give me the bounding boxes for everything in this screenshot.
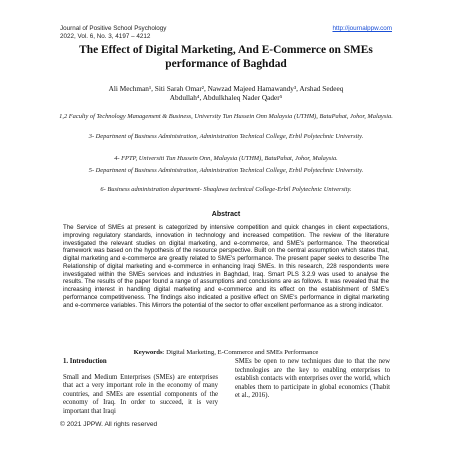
- authors-line-2: Abdullah⁴, Abdulkhaleq Nader Qader⁵: [169, 93, 283, 103]
- left-column: [63, 358, 218, 417]
- title-line-2: performance of Baghdad: [165, 57, 287, 70]
- abstract-heading: Abstract: [211, 211, 241, 218]
- affiliation-4: 5- Department of Business Administration, Administration Technical College, Erbil Polytechnic University.: [88, 167, 364, 174]
- copyright-footer: © 2021 JPPW. All rights reserved: [60, 421, 158, 428]
- introduction-text-right: SMEs be open to new techniques due to that the new technologies are the key to enabling enterprises to establish contacts with enterprises over the world, which enables them to participate in global economics (Thabit et al., 2016).: [235, 358, 390, 400]
- abstract-body: The Service of SMEs at present is categorized by intensive competition and quick changes in client expectations, improving regulatory standards, innovation in technology and increased competition. The review of the literature investigated the relevant studies on digital marketing, and e-commerce, and SME's performance. The theoretical framework was based on the hypothesis of the resource perspective. Built on the central assumption which states that, digital marketing and e-commerce are greatly related to SME's performance. The present paper seeks to describe The Relationship of digital marketing and e-commerce in enhancing Iraqi SMEs. In this research, 228 respondents were investigated within the SMEs services and industries in Baghdad, Iraq. Smart PLS 3.2.9 was used to analyse the results. The results of the paper found a range of assumptions and conclusions are as follows. It was revealed that the increasing interest in handling digital marketing and e-commerce and its effect on the establishment of SME's performance competitiveness. The findings also indicated a positive effect on SME's performance in digital marketing and e-commerce variables. This Mirrors the potential of the sector to offer excellent performance as a strong indicator.: [63, 224, 389, 309]
- title-line-1: The Effect of Digital Marketing, And E-Commerce on SMEs: [79, 44, 373, 56]
- affiliation-3: 4- FPTP, Universiti Tun Hussein Onn, Malaysia (UTHM), BatuPahat, Johor, Malaysia.: [114, 155, 338, 162]
- journal-url-link[interactable]: http://journalppw.com: [332, 25, 392, 32]
- keywords-line: [0, 349, 452, 356]
- author-list: [55, 84, 397, 103]
- section-heading-introduction: 1. Introduction: [63, 358, 107, 365]
- keywords-label: Keywords: [133, 349, 163, 356]
- affiliation-2: 3- Department of Business Administration, Administration Technical College, Erbil Polytechnic University.: [88, 133, 364, 140]
- right-column: [235, 358, 390, 401]
- paper-title: [40, 44, 412, 71]
- journal-name: Journal of Positive School Psychology: [60, 25, 167, 32]
- journal-issue: 2022, Vol. 6, No. 3, 4197 – 4212: [60, 33, 151, 40]
- affiliation-5: 6- Business administration department- Shaqlawa technical College-Erbil Polytechnic University.: [100, 186, 352, 193]
- keywords-text: : Digital Marketing, E-Commerce and SMEs Performance: [162, 349, 319, 356]
- journal-header: [60, 25, 166, 41]
- affiliation-1: 1,2 Faculty of Technology Management & Business, University Tun Hussein Onn Malaysia (UTHM), BatuPahat, Johor, Malaysia.: [59, 113, 393, 120]
- authors-line-1: Ali Mechman¹, Siti Sarah Omar², Nawzad Majeed Hamawandy³, Arshad Sedeeq: [108, 84, 344, 93]
- introduction-text-left: Small and Medium Enterprises (SMEs) are enterprises that act a very important role in the economy of many countries, and SMEs are essential components of the economy of Iraq. In order to succeed, it is very important that Iraqi: [63, 373, 218, 415]
